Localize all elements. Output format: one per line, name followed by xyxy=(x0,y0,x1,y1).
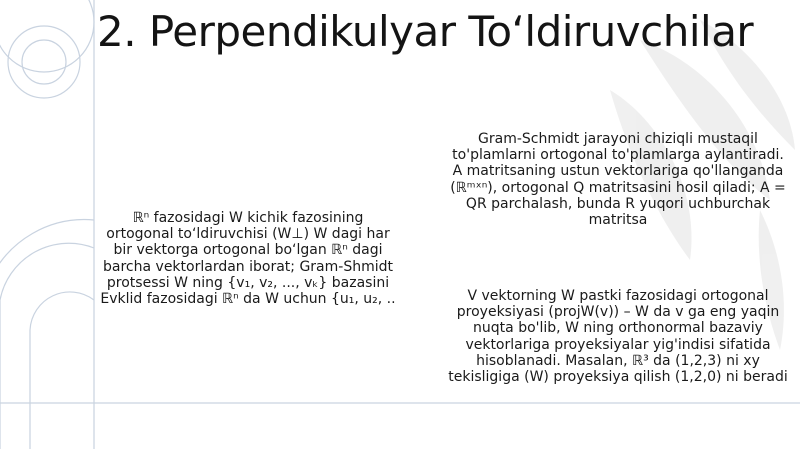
arch-small xyxy=(30,292,94,449)
right-top-text-block: Gram-Schmidt jarayoni chiziqli mustaqil to'plamlarni ortogonal to'plamlarga aylantiradi. A matritsaning ustun vektorlariga qo'llanganda (ℝᵐˣⁿ), ortogonal Q matritsasini hosil qiladi; A = QR parchalash, bunda R yuqori uchburchak matritsa xyxy=(450,131,786,229)
left-text-block: ℝⁿ fazosidagi W kichik fazosining ortogonal to‘ldiruvchisi (W⊥) W dagi har bir vektorga ortogonal bo‘lgan ℝⁿ dagi barcha vektorlardan iborat; Gram-Shmidt protsessi W ning {v₁, v₂, ..., vₖ} bazasini Evklid fazosidagi ℝⁿ da W uchun {u₁, u₂, .. xyxy=(100,210,396,308)
arch-large xyxy=(0,220,94,449)
slide-title: 2. Perpendikulyar To‘ldiruvchilar xyxy=(97,7,754,56)
circle-small-top xyxy=(22,40,66,84)
arch-inner xyxy=(0,243,94,449)
right-bottom-text-block: V vektorning W pastki fazosidagi ortogonal proyeksiyasi (projW(v)) – W da v ga eng yaqin nuqta bo'lib, W ning orthonormal bazaviy vektorlariga proyeksiyalar yig'indisi sifatida hisoblanadi. Masalan, ℝ³ da (1,2,3) ni xy tekisligiga (W) proyeksiya qilish (1,2,0) ni beradi xyxy=(448,288,788,386)
circle-large-top xyxy=(8,26,80,98)
